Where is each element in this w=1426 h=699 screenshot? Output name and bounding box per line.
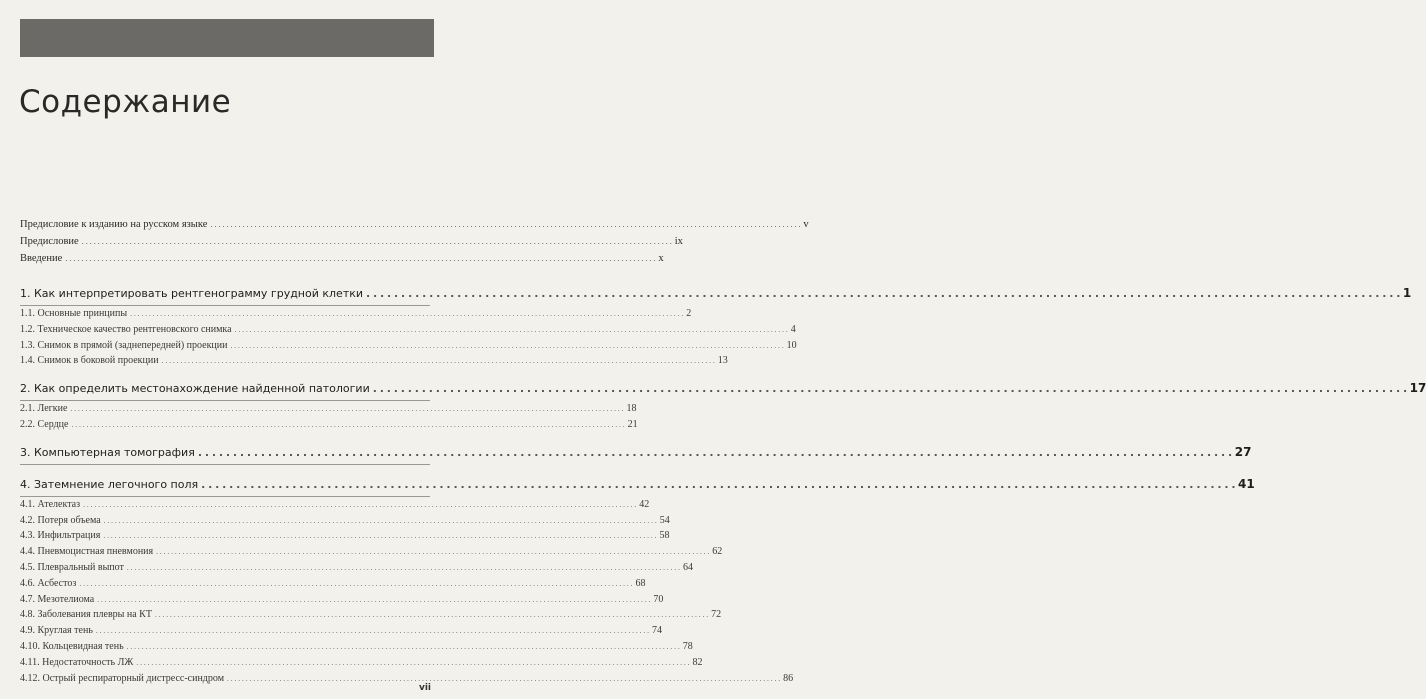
front-matter-entry-title: Предисловие к изданию на русском языке [20, 219, 208, 230]
section-entry-page: 64 [683, 561, 694, 573]
dot-leader [162, 353, 715, 369]
page-title: Содержание [19, 84, 232, 120]
section-entry-title: 1.1. Основные принципы [20, 308, 128, 319]
dot-leader [82, 233, 672, 250]
section-entry [20, 513, 670, 529]
chapter-entry-title: 1. Как интерпретировать рентгенограмму грудной клетки [20, 287, 364, 300]
chapter-entry-page: 1 [1402, 286, 1412, 300]
front-matter-entry [20, 233, 683, 250]
section-entry [20, 560, 694, 576]
dot-leader [136, 655, 689, 671]
dot-leader [83, 497, 636, 513]
section-entry-page: 10 [786, 339, 797, 351]
section-entry [20, 671, 794, 687]
dot-leader [366, 284, 1400, 303]
section-entry [20, 497, 650, 513]
front-matter-entry-page: x [658, 253, 664, 264]
section-entry [20, 322, 796, 338]
section-entry-title: 1.3. Снимок в прямой (заднепередней) проекции [20, 339, 228, 351]
dot-leader [127, 639, 680, 655]
chapter-entry-page: 27 [1234, 444, 1252, 459]
chapter-entry-page: 17 [1409, 381, 1426, 396]
section-entry [20, 417, 638, 433]
dot-leader [373, 379, 1407, 398]
section-entry-page: 78 [682, 640, 693, 652]
section-entry-page: 42 [639, 498, 650, 510]
section-entry-page: 18 [626, 403, 637, 415]
section-entry [20, 338, 797, 354]
dot-leader [96, 623, 649, 639]
section-entry-page: 68 [635, 577, 646, 589]
front-matter-entry [20, 250, 664, 267]
section-entry-page: 54 [659, 514, 670, 526]
front-matter-entry [20, 216, 809, 233]
section-entry-page: 86 [783, 672, 794, 684]
chapter-entry-title: 3. Компьютерная томография [20, 445, 195, 459]
chapter-entry [20, 475, 1255, 494]
section-entry-page: 21 [627, 418, 638, 430]
section-entry-title: 4.12. Острый респираторный дистресс-синдром [20, 672, 225, 684]
front-matter-entry-title: Предисловие [20, 236, 79, 247]
dot-leader [201, 475, 1235, 494]
section-entry-title: 4.3. Инфильтрация [20, 530, 101, 542]
section-entry-title: 4.10. Кольцевидная тень [20, 640, 124, 652]
dot-leader [155, 607, 708, 623]
spacer [20, 433, 430, 443]
section-entry-page: 2 [686, 308, 692, 319]
section-entry-title: 4.4. Пневмоцистная пневмония [20, 546, 154, 558]
section-entry-title: 2.2. Сердце [20, 418, 69, 430]
dot-leader [231, 338, 784, 354]
section-entry [20, 401, 637, 417]
front-matter-entry-title: Введение [20, 253, 63, 264]
chapter-entry-title: 4. Затемнение легочного поля [20, 477, 199, 491]
section-entry-title: 1.2. Техническое качество рентгеновского снимка [20, 323, 232, 335]
spacer [20, 267, 430, 284]
section-entry-title: 1.4. Снимок в боковой проекции [20, 355, 159, 367]
chapter-entry [20, 443, 1252, 462]
section-entry [20, 623, 663, 639]
section-entry [20, 639, 693, 655]
section-entry-title: 4.8. Заболевания плевры на КТ [20, 609, 152, 621]
dot-leader [65, 250, 655, 267]
table-of-contents [20, 216, 1426, 686]
chapter-entry-page: 41 [1238, 476, 1255, 491]
chapter-entry [20, 284, 1412, 303]
page-number: vii [418, 683, 431, 693]
section-entry-page: 74 [652, 625, 663, 637]
section-entry [20, 607, 722, 623]
section-entry [20, 528, 670, 544]
spacer [20, 369, 430, 379]
front-matter-entry-page: v [803, 219, 809, 230]
dot-leader [130, 306, 683, 322]
section-entry [20, 353, 728, 369]
section-entry-page: 13 [717, 355, 728, 367]
section-entry [20, 592, 664, 608]
chapter-entry-title: 2. Как определить местонахождение найденной патологии [20, 382, 370, 396]
section-entry-page: 70 [653, 593, 664, 605]
section-entry [20, 306, 692, 322]
spacer [20, 465, 430, 475]
section-entry-title: 4.2. Потеря объема [20, 514, 101, 526]
section-entry [20, 576, 646, 592]
header-bar [20, 19, 434, 57]
dot-leader [127, 560, 680, 576]
section-entry [20, 655, 703, 671]
section-entry-page: 82 [692, 656, 703, 668]
section-entry-page: 62 [712, 546, 723, 558]
section-entry-title: 4.7. Мезотелиома [20, 593, 95, 605]
dot-leader [235, 322, 788, 338]
section-entry-page: 58 [659, 530, 670, 542]
dot-leader [227, 671, 780, 687]
section-entry-page: 72 [711, 609, 722, 621]
section-entry-title: 4.6. Асбестоз [20, 577, 77, 589]
section-entry-title: 4.1. Ателектаз [20, 498, 81, 510]
dot-leader [70, 401, 623, 417]
dot-leader [71, 417, 624, 433]
section-entry-page: 4 [790, 323, 796, 335]
section-entry [20, 544, 723, 560]
dot-leader [103, 528, 656, 544]
dot-leader [210, 216, 800, 233]
section-entry-title: 4.9. Круглая тень [20, 625, 93, 637]
chapter-entry [20, 379, 1426, 398]
dot-leader [198, 443, 1232, 462]
section-entry-title: 4.5. Плевральный выпот [20, 561, 124, 573]
section-entry-title: 4.11. Недостаточность ЛЖ [20, 656, 134, 668]
dot-leader [79, 576, 632, 592]
dot-leader [97, 592, 650, 608]
dot-leader [156, 544, 709, 560]
section-entry-title: 2.1. Легкие [20, 403, 68, 415]
front-matter-entry-page: ix [674, 236, 683, 247]
dot-leader [104, 513, 657, 529]
